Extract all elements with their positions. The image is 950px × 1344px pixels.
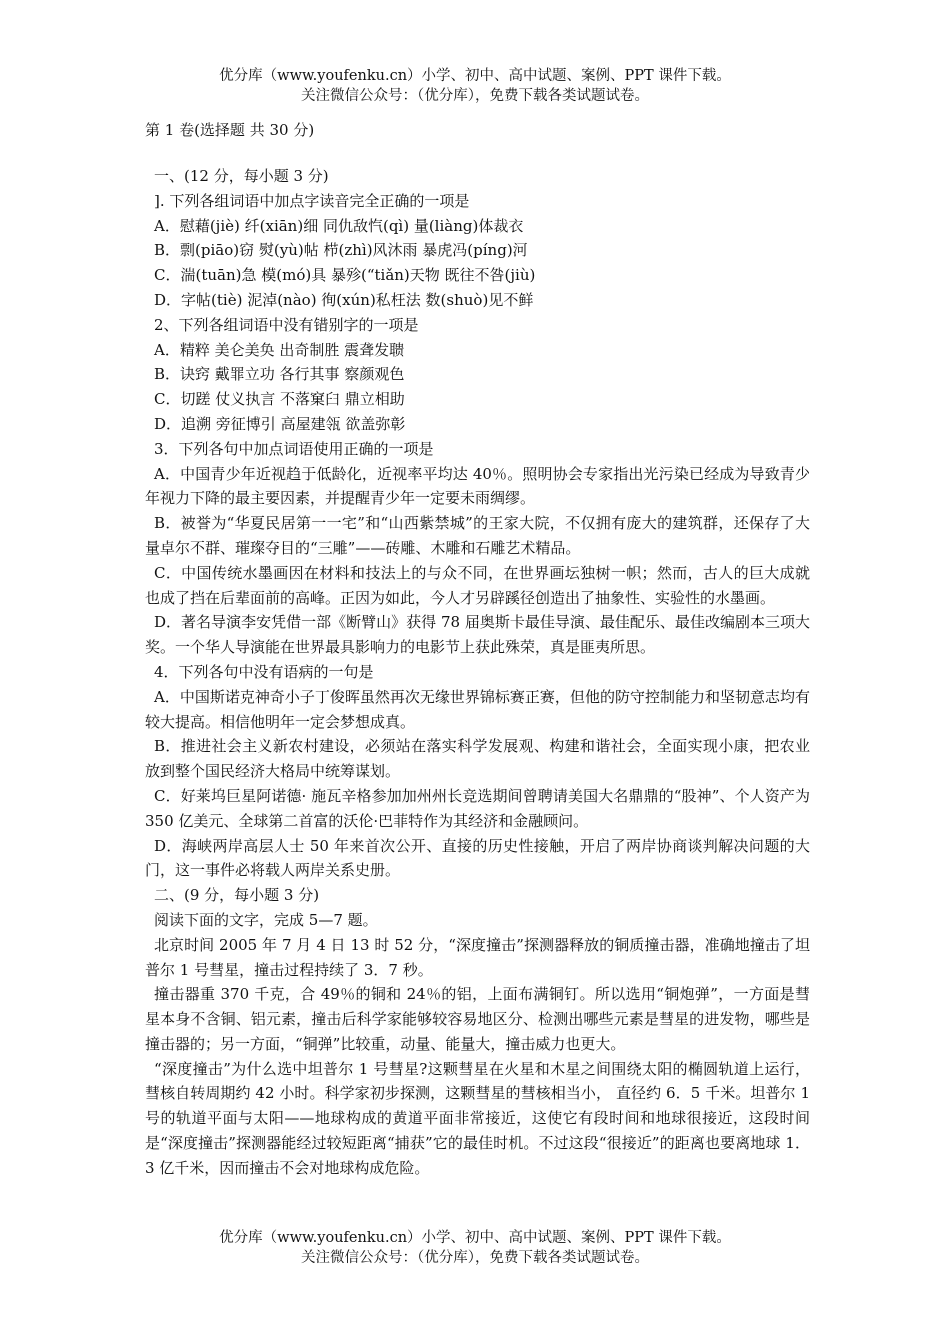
q4-option-b: B．推进社会主义新农村建设，必须站在落实科学发展观、构建和谐社会，全面实现小康，把农业放到整个国民经济大格局中统筹谋划。 [145,737,810,781]
q3-option-d: D．著名导演李安凭借一部《断臂山》获得 78 届奥斯卡最佳导演、最佳配乐、最佳改编剧本三项大奖。一个华人导演能在世界最具影响力的电影节上获此殊荣，真是匪夷所思。 [145,613,810,657]
q4-option-a: A．中国斯诺克神奇小子丁俊晖虽然再次无缘世界锦标赛正赛，但他的防守控制能力和坚韧意志均有较大提高。相信他明年一定会梦想成真。 [145,687,810,731]
q3-option-b: B．被誉为“华夏民居第一一宅”和“山西紫禁城”的王家大院，不仅拥有庞大的建筑群，还保存了大量卓尔不群、璀璨夺目的“三雕”——砖雕、木雕和石雕艺术精品。 [145,514,810,557]
q3-option-a: A．中国青少年近视趋于低龄化，近视率平均达 40％。照明协会专家指出光污染已经成为导致青少年视力下降的最主要因素，并提醒青少年一定要未雨绸缪。 [145,464,810,508]
q2-option-c: C．切蹉 仗义执言 不落窠臼 鼎立相助 [154,390,405,409]
q2-option-a: A．精粹 美仑美奂 出奇制胜 震聋发聩 [154,340,405,359]
q4-option-c: C．好莱坞巨星阿诺德· 施瓦辛格参加加州州长竞选期间曾聘请美国大名鼎鼎的“股神”、个人资产为350 亿美元、全球第二首富的沃伦·巴菲特作为其经济和金融顾问。 [145,786,810,830]
q2-stem: 2、下列各组词语中没有错别字的一项是 [154,315,419,334]
page-footer [0,1228,950,1268]
q1-stem: ]. 下列各组词语中加点字读音完全正确的一项是 [154,191,470,210]
volume-title: 第 1 卷(选择题 共 30 分) [145,121,315,139]
document-body [145,118,810,1181]
q3-stem: 3．下列各句中加点词语使用正确的一项是 [154,439,434,458]
q4-stem: 4．下列各句中没有语病的一句是 [154,662,374,681]
passage-paragraph-2: 撞击器重 370 千克，合 49％的铜和 24％的铝，上面布满铜钉。所以选用“铜炮弹”，一方面是彗星本身不含铜、铝元素，撞击后科学家能够较容易地区分、检测出哪些元素是彗星的进发物，哪些是撞击器的；另一方面，“铜弹”比较重，动量、能量大，撞击威力也更大。 [145,985,810,1053]
section2-intro: 阅读下面的文字，完成 5—7 题。 [154,910,378,929]
q4-option-d: D．海峡两岸高层人士 50 年来首次公开、直接的历史性接触，开启了两岸协商谈判解决问题的大门，这一事件必将载人两岸关系史册。 [145,836,810,880]
q1-option-a: A．慰藉(jiè) 纤(xiān)细 同仇敌忾(qì) 量(liàng)体裁衣 [154,216,524,235]
section1-heading: 一、(12 分，每小题 3 分) [154,167,329,185]
header-line-1: 优分库（www.youfenku.cn）小学、初中、高中试题、案例、PPT 课件下载。 [219,68,731,84]
q2-option-b: B．诀窍 戴罪立功 各行其事 察颜观色 [154,365,405,384]
q3-option-c: C．中国传统水墨画因在材料和技法上的与众不同，在世界画坛独树一帜；然而，古人的巨大成就也成了挡在后辈面前的高峰。正因为如此，今人才另辟蹊径创造出了抽象性、实验性的水墨画。 [145,563,810,607]
section2-heading: 二、(9 分，每小题 3 分) [154,886,320,905]
header-line-2: 关注微信公众号：（优分库），免费下载各类试题试卷。 [301,88,649,104]
passage-paragraph-3: “深度撞击”为什么选中坦普尔 1 号彗星?这颗彗星在火星和木星之间围绕太阳的椭圆轨道上运行，彗核自转周期约 42 小时。科学家初步探测，这颗彗星的彗核相当小， 直径约 6．5 千米。坦普尔 1 号的轨道平面与太阳——地球构成的黄道平面非常接近，这使它有段时间和地球很接近，这段时间是“深度撞击”探测器能经过较短距离“捕获”它的最佳时机。不过这段“很接近”的距离也要离地球 1．3 亿千米，因而撞击不会对地球构成危险。 [145,1059,810,1177]
passage-paragraph-1: 北京时间 2005 年 7 月 4 日 13 时 52 分，“深度撞击”探测器释放的铜质撞击器，准确地撞击了坦普尔 1 号彗星，撞击过程持续了 3．7 秒。 [145,935,810,979]
footer-line-2: 关注微信公众号：（优分库），免费下载各类试题试卷。 [301,1250,649,1266]
footer-line-1: 优分库（www.youfenku.cn）小学、初中、高中试题、案例、PPT 课件下载。 [219,1230,731,1246]
q2-option-d: D．追溯 旁征博引 高屋建瓴 欲盖弥彰 [154,414,406,433]
q1-option-b: B．剽(piāo)窃 熨(yù)帖 栉(zhì)风沐雨 暴虎冯(píng)河 [154,241,528,260]
q1-option-c: C．湍(tuān)急 模(mó)具 暴殄(“tiǎn)天物 既往不咎(jiù) [154,266,536,285]
page-header [0,66,950,106]
q1-option-d: D．字帖(tiè) 泥淖(nào) 徇(xún)私枉法 数(shuò)见不鲜 [154,290,534,309]
